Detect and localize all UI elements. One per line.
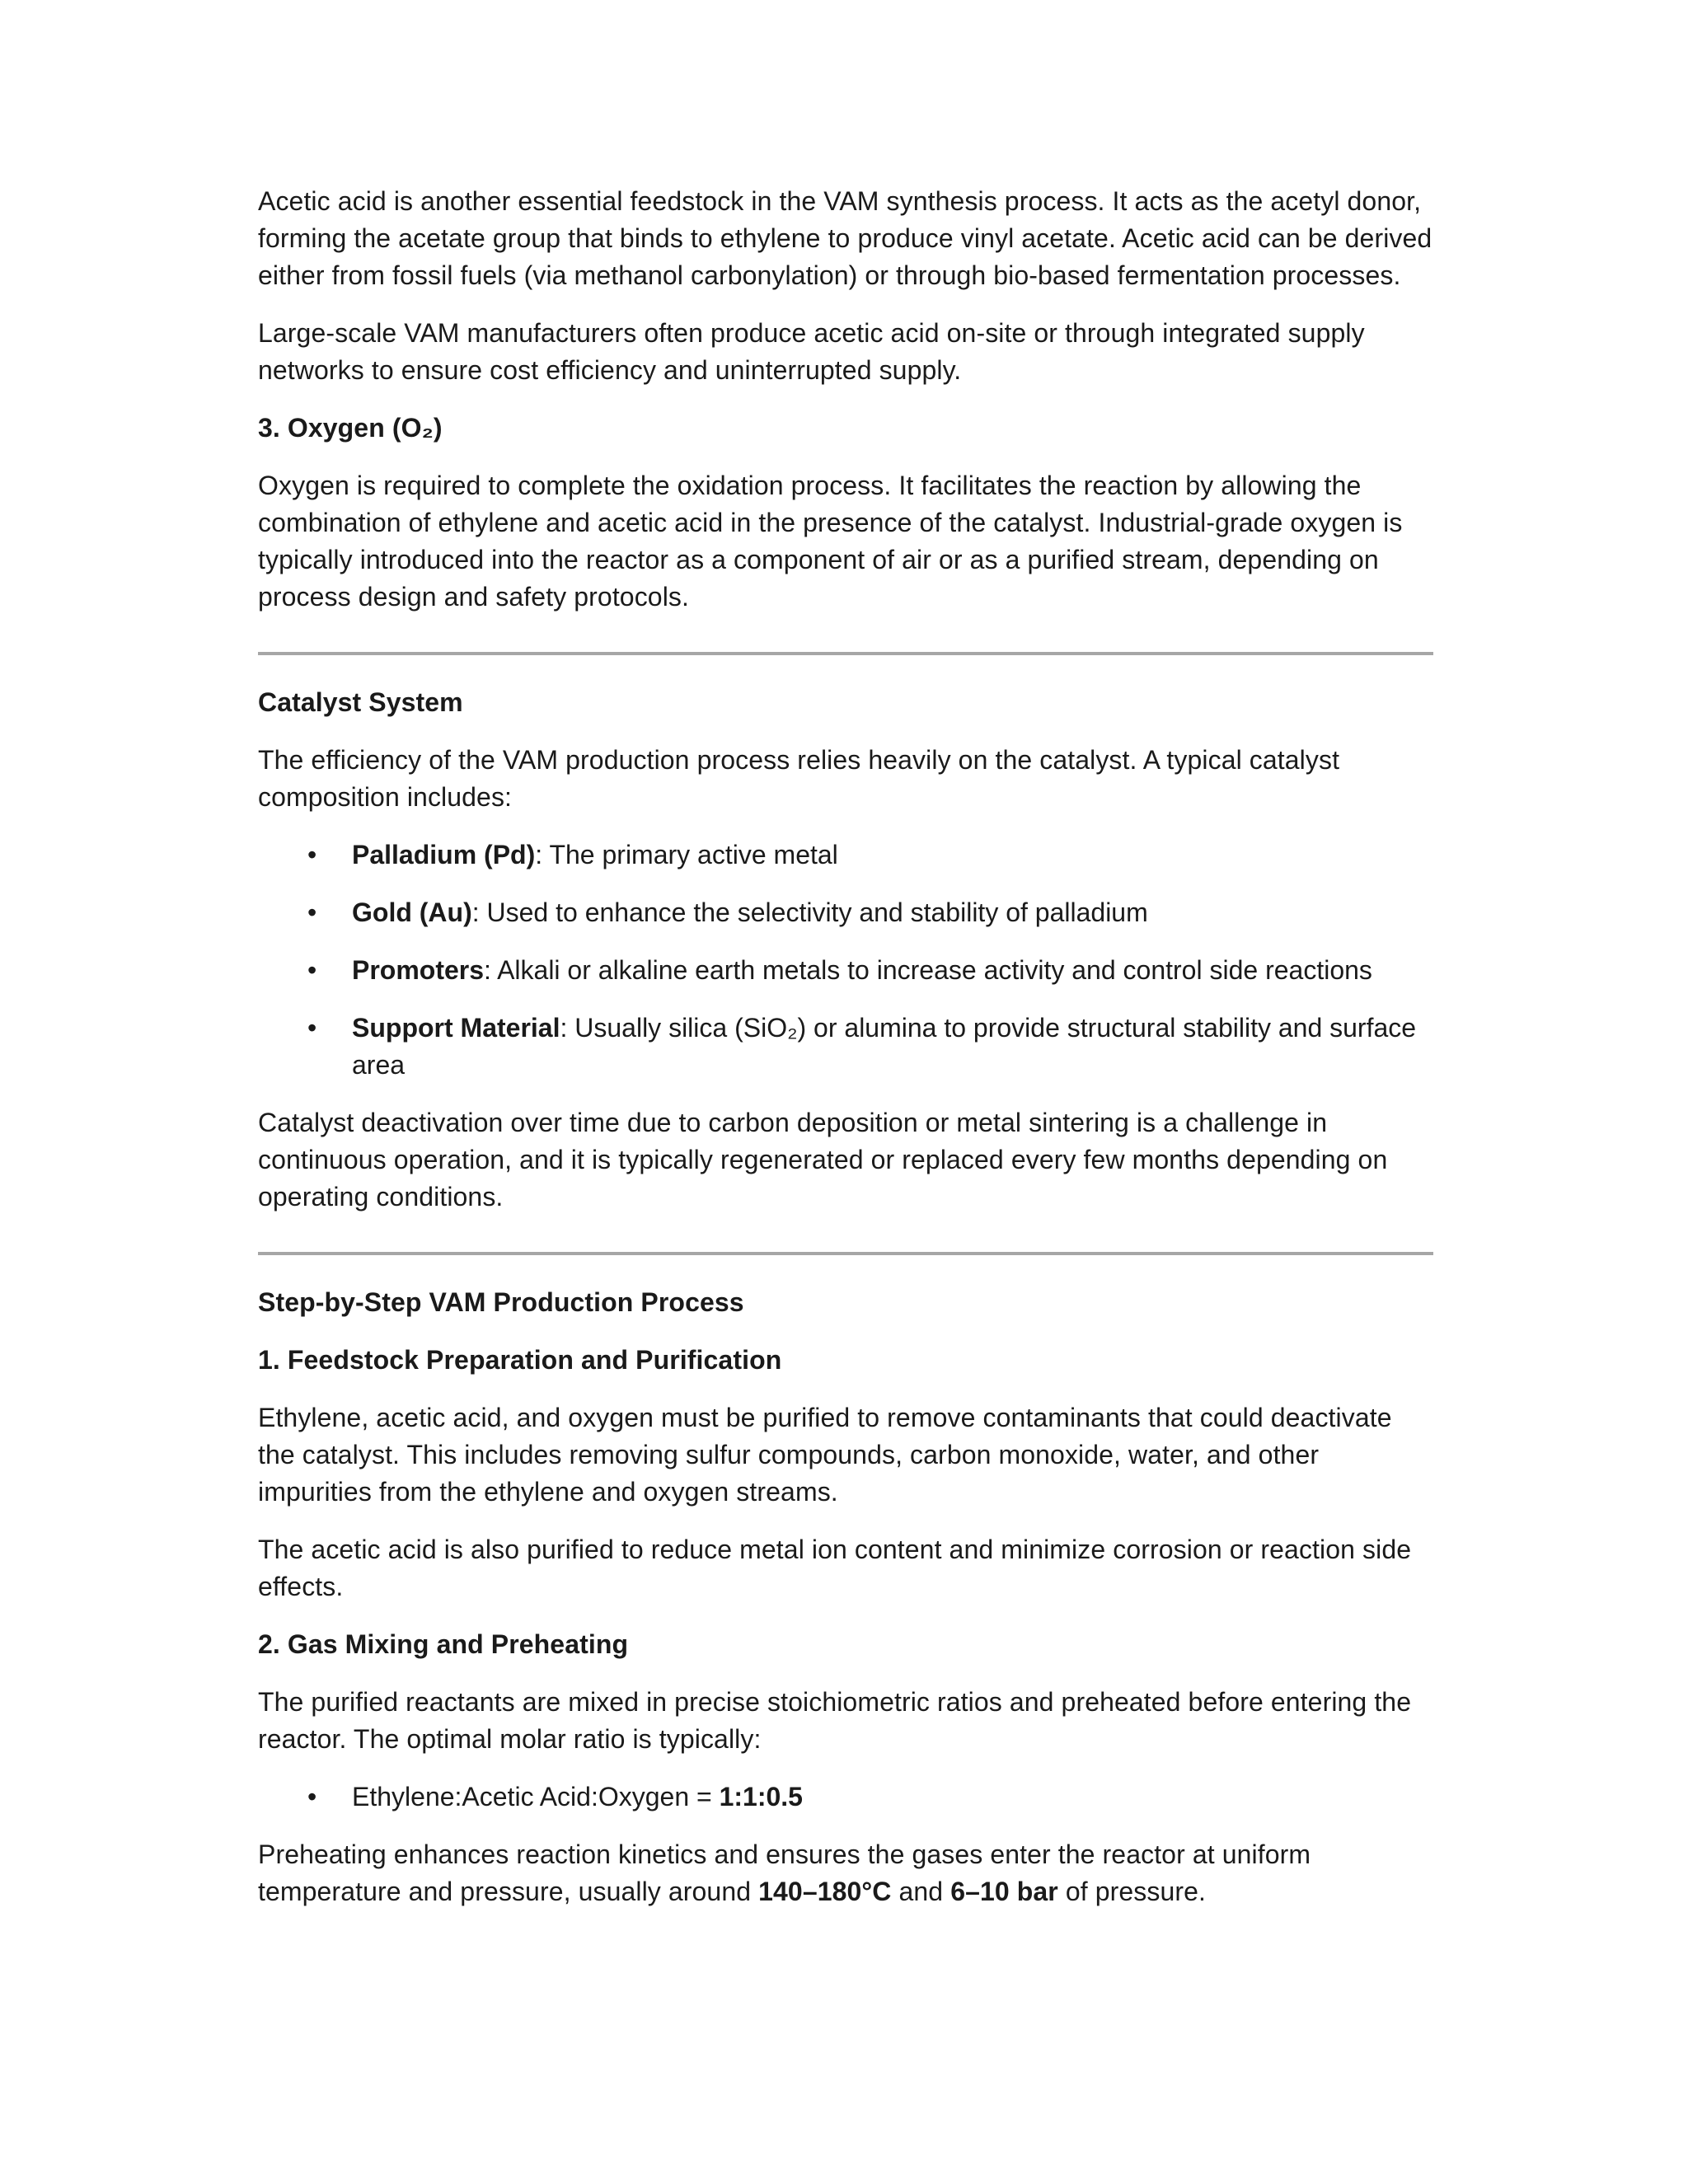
catalyst-outro: Catalyst deactivation over time due to carbon deposition or metal sintering is a challenge in continuous operation, and it is typically regenerated or replaced every few months depending on operating conditions. xyxy=(258,1108,1388,1212)
bullet-icon: • xyxy=(307,955,317,985)
document-page xyxy=(258,183,1432,1910)
oxygen-paragraph: Oxygen is required to complete the oxidation process. It facilitates the reaction by allowing the combination of ethylene and acetic acid in the presence of the catalyst. Industrial-grade oxygen is typically introduced into the reactor as a component of air or as a purified stream, depending on process design and safety protocols. xyxy=(258,471,1403,612)
list-item-desc: : Used to enhance the selectivity and stability of palladium xyxy=(471,898,1148,927)
list-item xyxy=(258,1779,1432,1816)
temperature-value: 140–180°C xyxy=(758,1877,892,1906)
step2-text-end: of pressure. xyxy=(1057,1877,1207,1906)
step1-paragraph-1: Ethylene, acetic acid, and oxygen must be purified to remove contaminants that could deactivate the catalyst. This includes removing sulfur compounds, carbon monoxide, water, and other impurities from the ethylene and oxygen streams. xyxy=(258,1403,1392,1507)
oxygen-heading: 3. Oxygen (O₂) xyxy=(258,413,443,443)
list-item-term: Palladium (Pd) xyxy=(352,840,536,869)
catalyst-list xyxy=(258,837,1432,1084)
acetic-paragraph-1: Acetic acid is another essential feedstock in the VAM synthesis process. It acts as the acetyl donor, forming the acetate group that binds to ethylene to produce vinyl acetate. Acetic acid can be derived either from fossil fuels (via methanol carbonylation) or through bio-based fermentation processes. xyxy=(258,186,1432,290)
list-item xyxy=(258,1010,1432,1084)
list-item xyxy=(258,952,1432,989)
catalyst-heading: Catalyst System xyxy=(258,687,463,717)
step2-text-and: and xyxy=(891,1877,951,1906)
ratio-list xyxy=(258,1779,1432,1816)
step1-heading: 1. Feedstock Preparation and Purification xyxy=(258,1345,782,1375)
step1-paragraph-2: The acetic acid is also purified to reduce metal ion content and minimize corrosion or reaction side effects. xyxy=(258,1535,1412,1601)
list-item xyxy=(258,837,1432,874)
list-item-term: Support Material xyxy=(352,1013,560,1043)
list-item-desc: : Alkali or alkaline earth metals to increase activity and control side reactions xyxy=(484,955,1372,985)
section-divider xyxy=(258,1252,1433,1255)
ratio-value: 1:1:0.5 xyxy=(719,1782,803,1811)
pressure-value: 6–10 bar xyxy=(950,1877,1058,1906)
step2-heading: 2. Gas Mixing and Preheating xyxy=(258,1629,629,1659)
step2-paragraph-1: The purified reactants are mixed in precise stoichiometric ratios and preheated before entering the reactor. The optimal molar ratio is typically: xyxy=(258,1687,1412,1754)
list-item-desc: : The primary active metal xyxy=(535,840,838,869)
bullet-icon: • xyxy=(307,1013,317,1043)
step2-text-a: Preheating enhances reaction kinetics and ensures the gases enter the reactor at uniform temperature and pressure, usually around xyxy=(258,1840,1311,1906)
section-divider xyxy=(258,652,1433,655)
list-item-desc: : Usually silica (SiO₂) or alumina to provide structural stability and surface area xyxy=(352,1013,1417,1080)
process-heading: Step-by-Step VAM Production Process xyxy=(258,1287,744,1317)
bullet-icon: • xyxy=(307,840,317,869)
acetic-paragraph-2: Large-scale VAM manufacturers often produce acetic acid on-site or through integrated supply networks to ensure cost efficiency and uninterrupted supply. xyxy=(258,318,1365,385)
catalyst-intro: The efficiency of the VAM production process relies heavily on the catalyst. A typical catalyst composition includes: xyxy=(258,745,1340,812)
list-item-term: Gold (Au) xyxy=(352,898,472,927)
bullet-icon: • xyxy=(307,1782,317,1811)
ratio-label: Ethylene:Acetic Acid:Oxygen = xyxy=(352,1782,720,1811)
step2-paragraph-2 xyxy=(258,1836,1432,1910)
list-item xyxy=(258,894,1432,931)
list-item-term: Promoters xyxy=(352,955,485,985)
bullet-icon: • xyxy=(307,898,317,927)
